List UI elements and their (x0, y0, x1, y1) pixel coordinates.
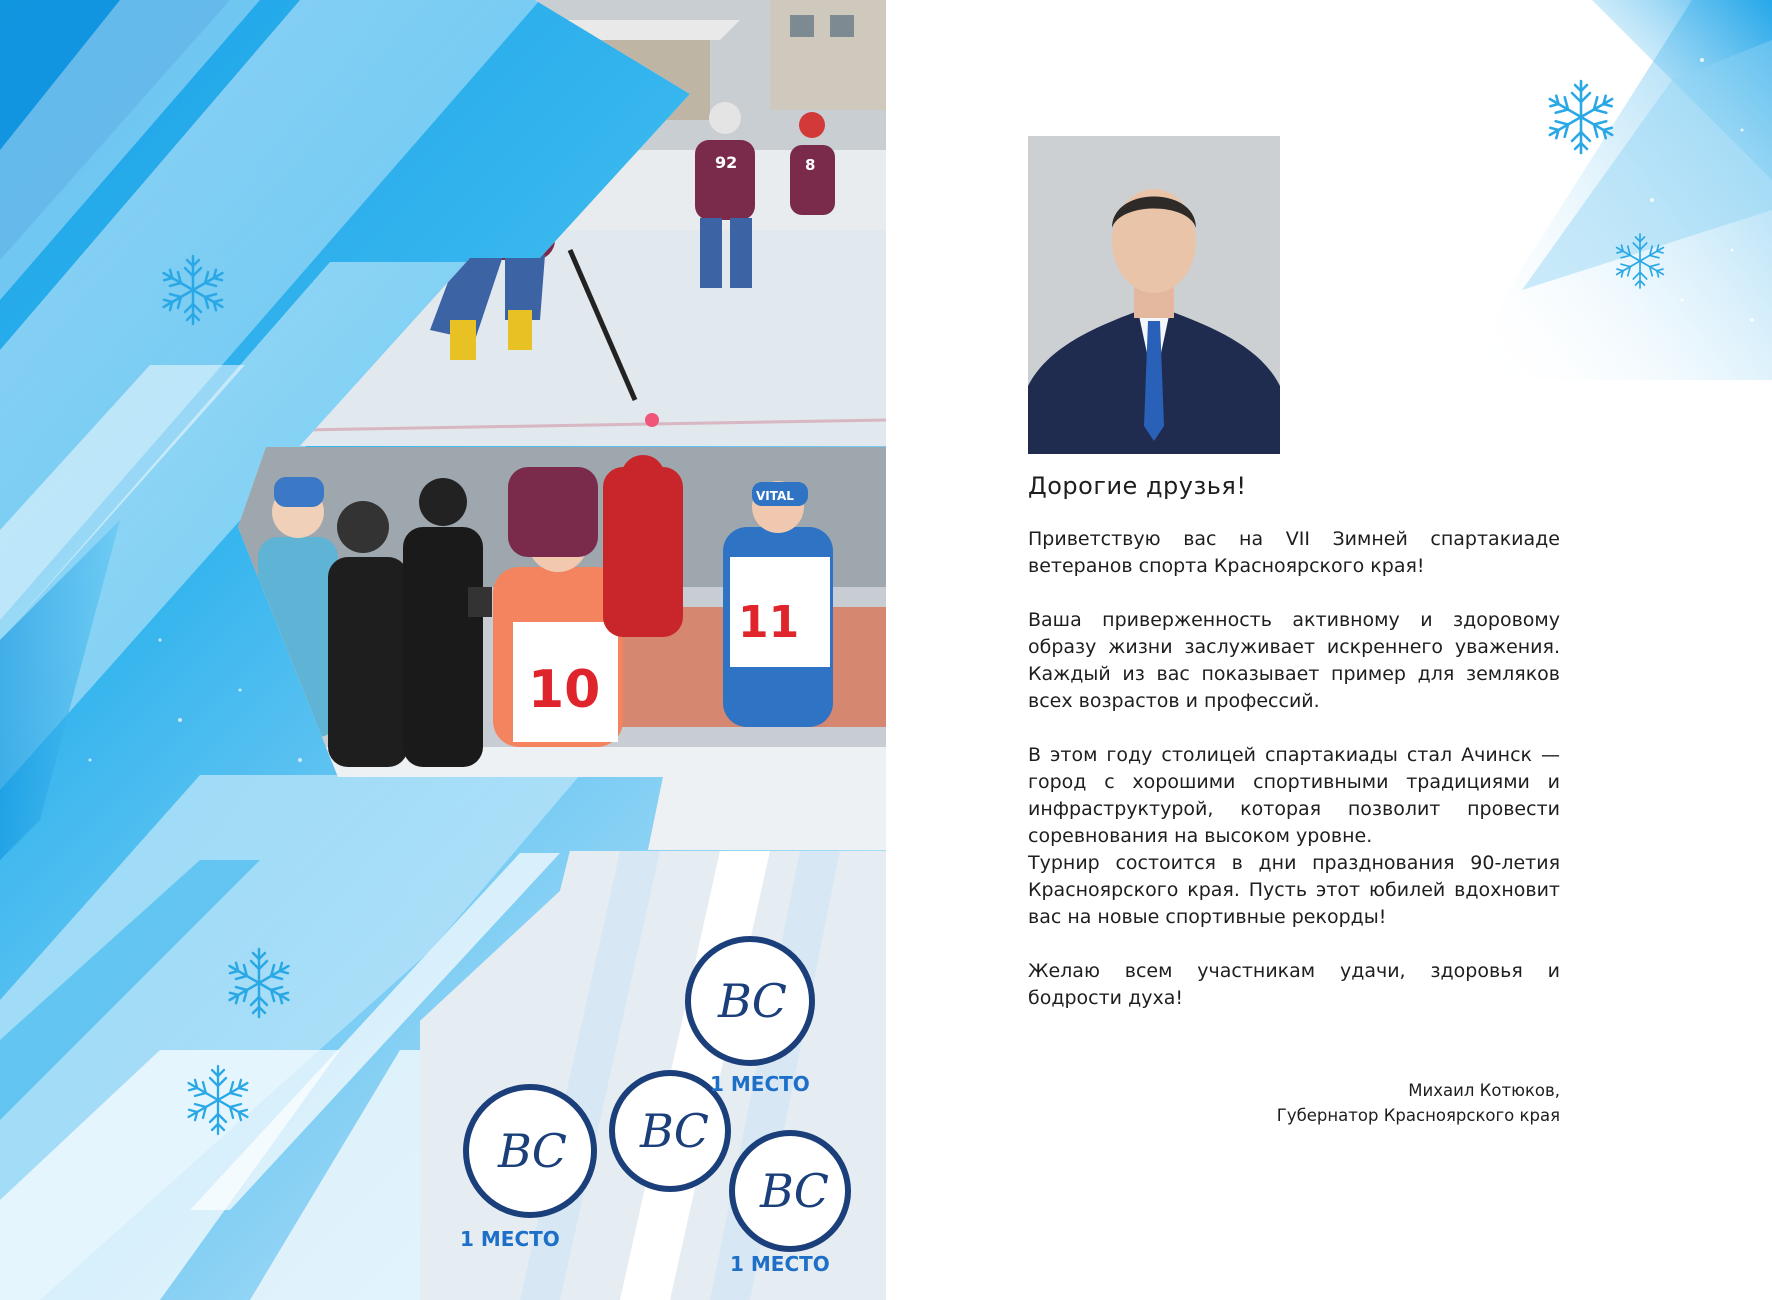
jersey-number: 99 (498, 126, 519, 144)
welcome-letter (1028, 472, 1560, 1039)
letter-paragraph (1028, 742, 1560, 931)
paragraph-text: Турнир состоится в дни празднования 90-летия Красноярского края. Пусть этот юбилей вдохновит вас на новые спортивные рекорды! (1028, 852, 1560, 928)
snowflake-icon (1611, 232, 1669, 290)
spectator (603, 455, 683, 637)
letter-paragraph (1028, 958, 1560, 1012)
signature-title: Губернатор Красноярского края (1276, 1106, 1560, 1125)
bib-number: 11 (738, 597, 800, 648)
paragraph-text: Приветствую вас на VII Зимней спартакиаде ветеранов спорта Красноярского края! (1028, 528, 1560, 577)
letter-paragraph (1028, 526, 1560, 580)
medal-place-label: 1 МЕСТО (710, 1072, 810, 1096)
medal-monogram: ВС (718, 974, 787, 1028)
medal-monogram: ВС (760, 1164, 829, 1218)
medal-monogram: ВС (640, 1104, 709, 1158)
snowflake-icon (1541, 77, 1621, 157)
snowflake-icon (180, 1062, 256, 1138)
medal-place-label: 1 МЕСТО (730, 1252, 830, 1276)
skier-bib-10-back (508, 467, 598, 557)
snowflake-icon (155, 252, 231, 328)
governor-portrait (1028, 136, 1280, 454)
corner-decoration (1442, 0, 1772, 400)
hat-text: VITAL (756, 489, 794, 503)
paragraph-text: В этом году столицей спартакиады стал Ачинск — город с хорошими спортивными традициями и инфраструктурой, которая позволит провести соревнования на высоком уровне. (1028, 744, 1560, 847)
medal-monogram: ВС (498, 1124, 567, 1178)
medal-place-label: 1 МЕСТО (460, 1227, 560, 1251)
letter-greeting: Дорогие друзья! (1028, 472, 1247, 500)
paragraph-text: Желаю всем участникам удачи, здоровья и бодрости духа! (1028, 960, 1560, 1009)
paragraph-text: Ваша приверженность активному и здоровому образу жизни заслуживает искреннего уважения. Каждый из вас показывает пример для земляков всех возрастов и профессий. (1028, 609, 1560, 712)
letter-paragraph (1028, 607, 1560, 715)
bib-number: 10 (528, 660, 601, 720)
signature-block (1200, 1078, 1560, 1128)
jersey-number: 92 (715, 153, 738, 172)
signature-name: Михаил Котюков, (1408, 1081, 1560, 1100)
jersey-number: 8 (805, 156, 816, 174)
snowflake-icon (218, 942, 300, 1024)
